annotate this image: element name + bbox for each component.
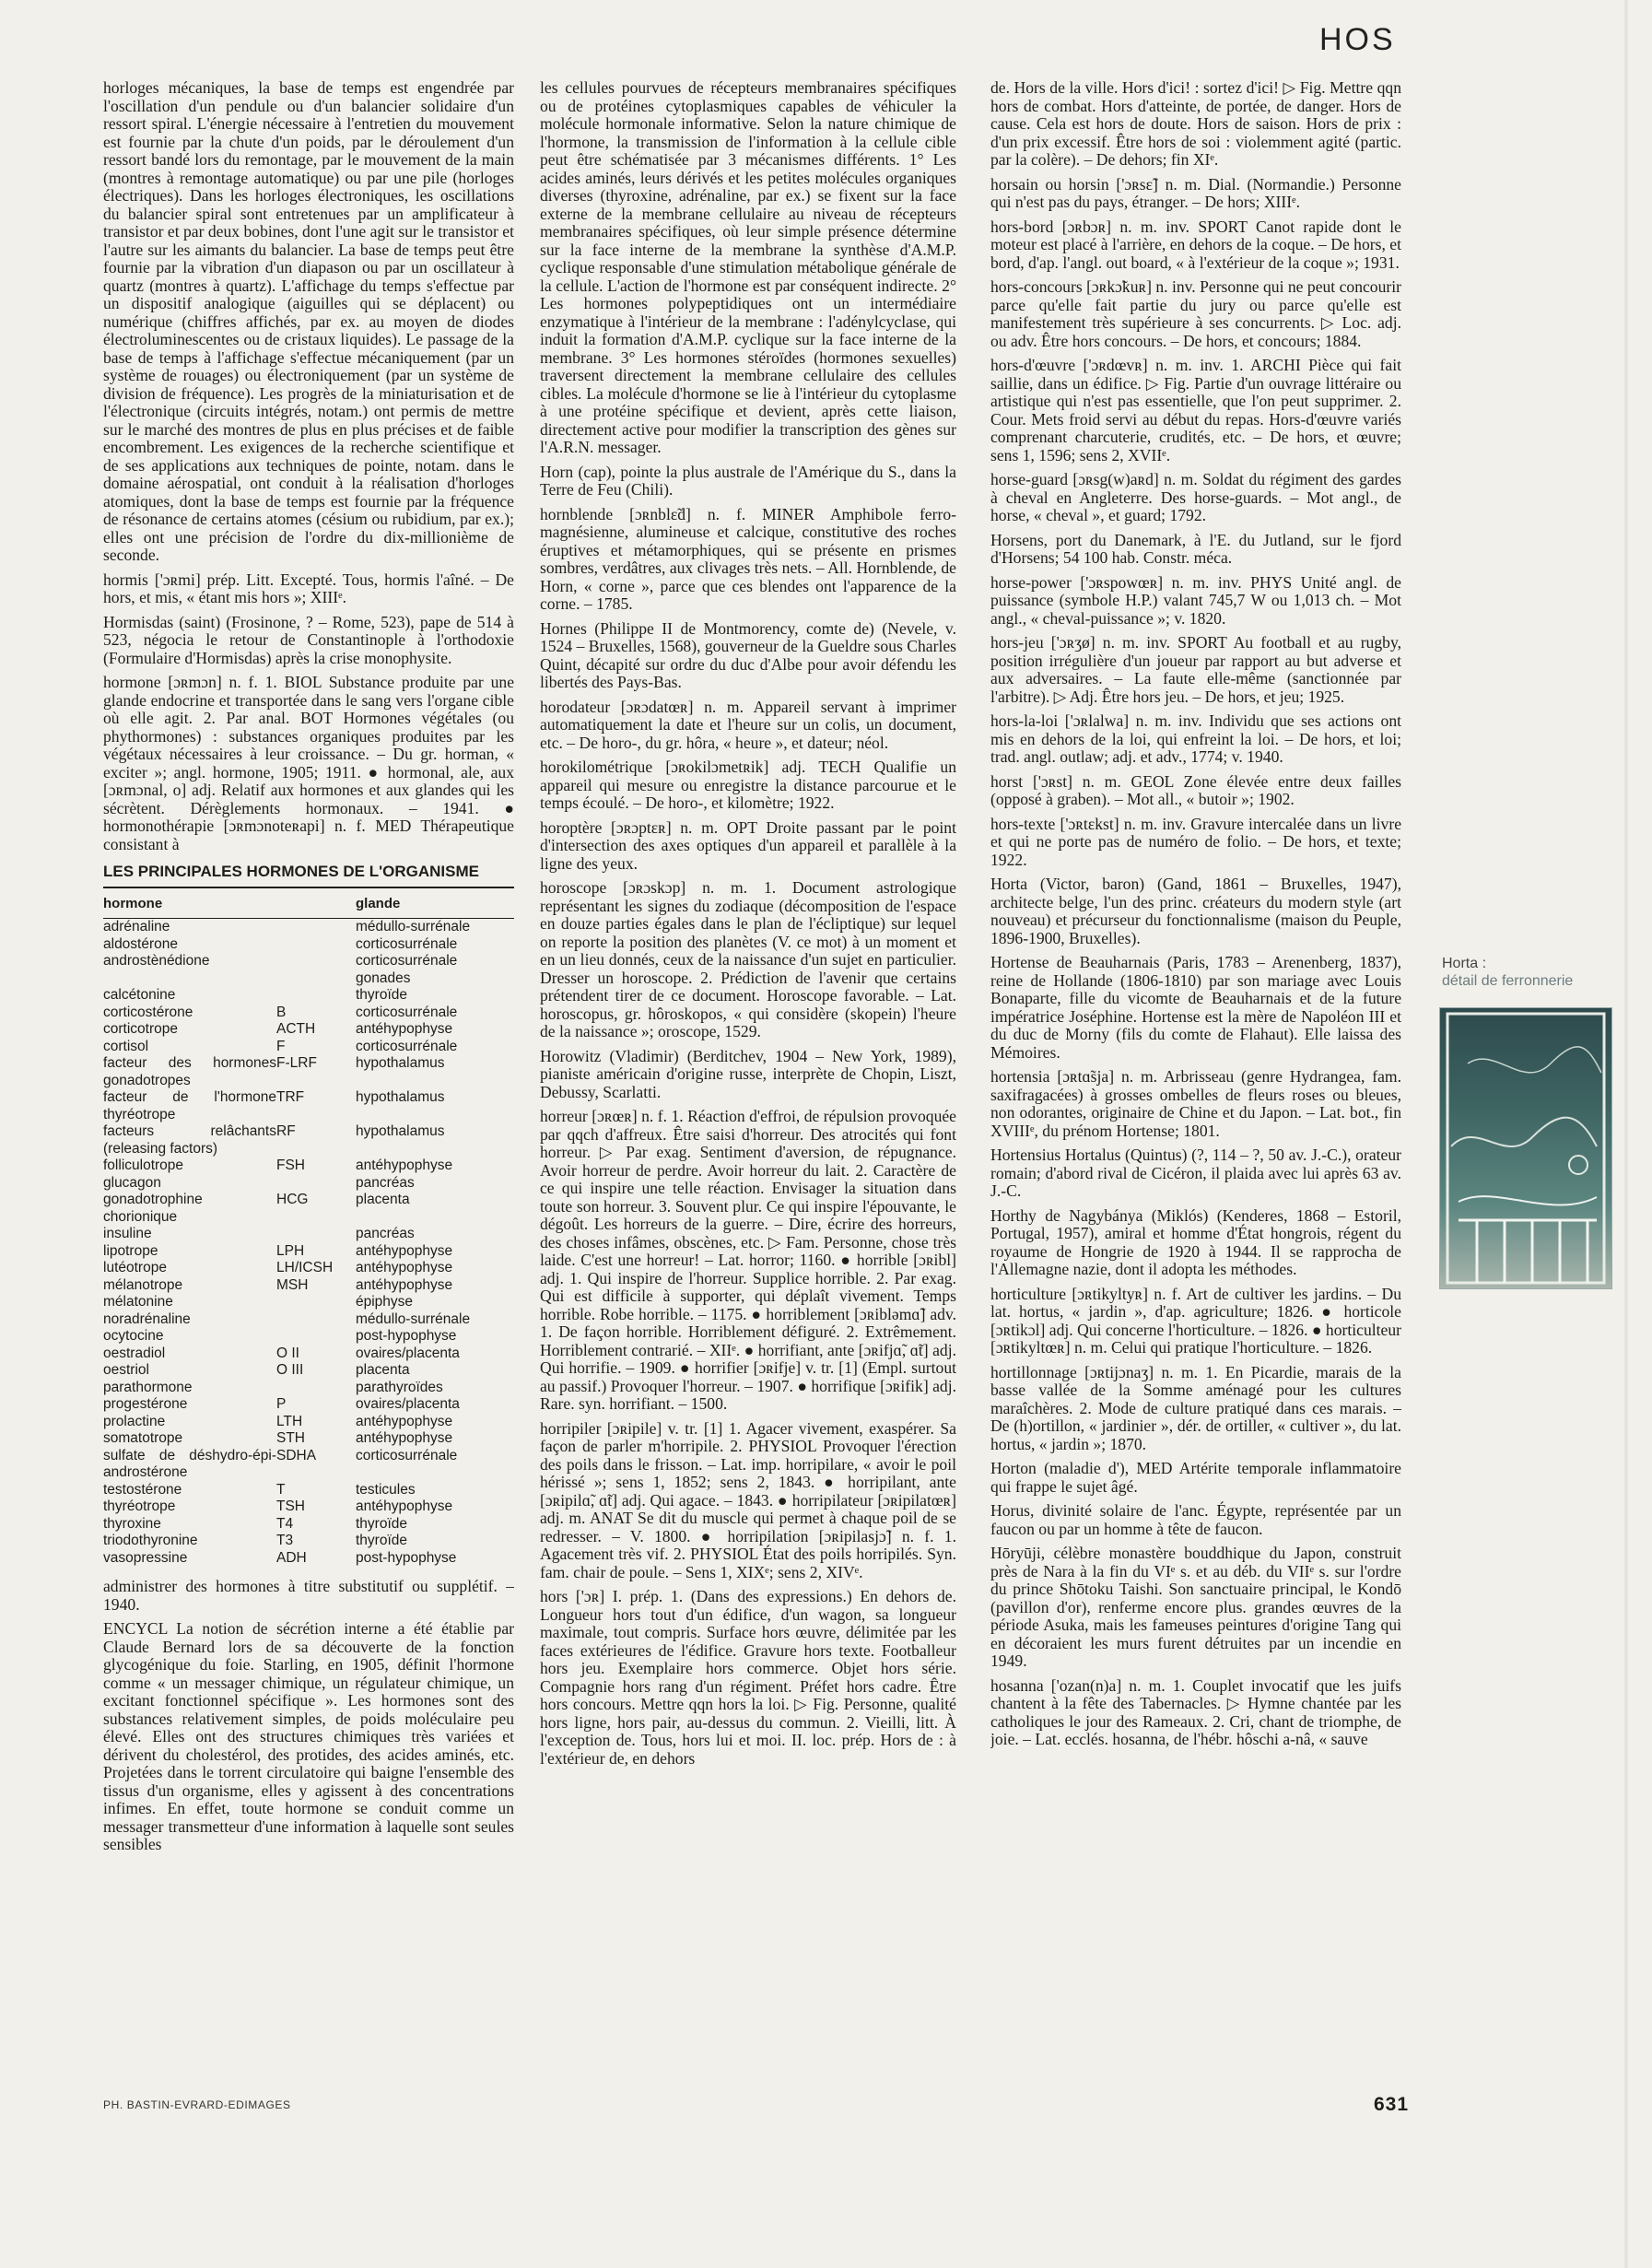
hormone-cell: vasopressine — [103, 1549, 188, 1566]
table-row — [103, 1021, 514, 1039]
table-row — [103, 1243, 514, 1261]
abbrev-cell — [276, 1311, 356, 1329]
entry-hortensia: hortensia [ɔʀtɑ̃sja] n. m. Arbrisseau (genre Hydrangea, fam. saxifragacées) à grosses ombelles de fleurs roses ou bleues, non odorantes, originaire de Chine et du Japon. – Lat. bot., fin XVIIIᵉ, du prénom Hortense; 1801. — [990, 1067, 1401, 1140]
glande-cell: épiphyse — [356, 1294, 414, 1310]
hormone-cell: testostérone — [103, 1481, 182, 1498]
hormone-cell: oestradiol — [103, 1345, 166, 1361]
entry-horoscope: horoscope [ɔʀɔskɔp] n. m. 1. Document astrologique représentant les signes du zodiaque (décomposition de l'espace en douze parties égales dans le plan de l'écliptique) sur lequel on reporte la position des planètes (V. ce mot) à un moment et en un lieu donnés, ceux de la naissance d'un sujet en particulier. Dresser un horoscope. 2. Prédiction de l'avenir que certains prétendent tirer de ce document. Horoscope favorable. – Lat. horoscopus, gr. hôroskopos, « qui considère (skopein) l'heure de la naissance »; oroscope, 1529. — [540, 878, 956, 1040]
ironwork-photo — [1439, 1007, 1612, 1289]
abbrev-cell: F-LRF — [276, 1055, 317, 1071]
figure-caption — [1442, 955, 1626, 990]
hormone-cell: thyroxine — [103, 1515, 161, 1532]
abbrev-cell: SDHA — [276, 1447, 317, 1463]
abbrev-cell: HCG — [276, 1192, 309, 1207]
glande-cell: antéhypophyse — [356, 1021, 453, 1037]
abbrev-cell — [276, 1380, 356, 1397]
ironwork-illustration — [1440, 1008, 1611, 1288]
abbrev-cell: T — [276, 1481, 286, 1498]
glande-cell: médullo-surrénale — [356, 1310, 471, 1327]
glande-cell: corticosurrénale — [356, 1004, 458, 1020]
entry-paragraph: horloges mécaniques, la base de temps est engendrée par l'oscillation d'un pendule ou d'un balancier solidaire d'un ressort spiral. L'énergie nécessaire à l'entretien du mouvement est fournie par la chute d'un poids, par le déroulement d'un ressort bandé lors du remontage, par le mouvement de la main (montres à remontage automatique) ou par une pile (horloges électriques). Dans les horloges électroniques, les oscillations du balancier spiral sont entretenues par un amplificateur à transistor et par deux bobines, dont l'une agit sur le transistor et l'autre sur les aimants du balancier. La base de temps peut être fournie par la vibration d'un diapason ou par un oscillateur à quartz (montres à quartz). L'affichage du temps s'effectue par un dispositif analogique (aiguilles qui se déplacent) ou numérique (chiffres affichés, par ex. au moyen de diodes électroluminescentes ou de cristaux liquides). Le passage de la base de temps à l'affichage s'effectue mécaniquement (par un système de rouages) ou électroniquement (par un système de division de fréquence). Les progrès de la miniaturisation et de l'électronique (circuits intégrés, notam.) ont permis de mettre sur le marché des montres de plus en plus précises et de faible encombrement. Les exigences de la recherche scientifique et de ses applications aux techniques de pointe, notam. dans le domaine aérospatial, ont conduit à la réalisation d'horloges atomiques, dont la base de temps est fournie par la fréquence de résonance de certains atomes (césium ou rubidium, par ex.); elles ont une précision de l'ordre du dix-millionième de seconde. — [103, 79, 514, 564]
table-row — [103, 936, 514, 954]
glande-cell: corticosurrénale — [356, 1447, 458, 1463]
hormone-cell: mélatonine — [103, 1294, 173, 1310]
table-row — [103, 1448, 514, 1482]
table-row — [103, 1328, 514, 1346]
table-row — [103, 1311, 514, 1329]
hormone-cell: noradrénaline — [103, 1310, 191, 1327]
hormone-cell: lipotrope — [103, 1242, 158, 1259]
abbrev-cell: STH — [276, 1430, 305, 1446]
hormone-cell: glucagon — [103, 1174, 161, 1191]
table-row — [103, 1277, 514, 1295]
table-row — [103, 1294, 514, 1311]
entry-hors-texte: hors-texte ['ɔʀtɛkst] n. m. inv. Gravure intercalée dans un livre et qui ne porte pas de numéro de folio. – De hors, et texte; 1922. — [990, 814, 1401, 869]
entry-horn: Horn (cap), pointe la plus australe de l'Amérique du S., dans la Terre de Feu (Chili). — [540, 462, 956, 499]
glande-cell: ovaires/placenta — [356, 1396, 460, 1412]
hormone-cell: androstènédione — [103, 953, 210, 969]
table-row — [103, 987, 514, 1005]
glande-cell: médullo-surrénale — [356, 919, 471, 934]
glande-cell: antéhypophyse — [356, 1413, 453, 1429]
abbrev-cell — [276, 919, 356, 936]
glande-cell: antéhypophyse — [356, 1242, 453, 1259]
entry-horyuji: Hōryūji, célèbre monastère bouddhique du Japon, construit près de Nara à la fin du VIᵉ s. et au déb. du VIIᵉ s. sur l'ordre du prince Shōtoku Taishi. Son sanctuaire principal, le Kondō (pavillon d'or), renferme encore plus. grandes œuvres de la période Asuka, mais les fameuses peintures d'origine Tang qui en décoraient les murs furent détruites par un incendie en 1949. — [990, 1544, 1401, 1670]
abbrev-cell: LPH — [276, 1242, 305, 1259]
entry-horta: Horta (Victor, baron) (Gand, 1861 – Bruxelles, 1947), architecte belge, l'un des princ. créateurs du modern style (art nouveau) et précurseur du fonctionnalisme (maison du Peuple, 1896-1900, Bruxelles). — [990, 875, 1401, 947]
entry-hormis: hormis ['ɔʀmi] prép. Litt. Excepté. Tous, hormis l'aîné. – De hors, et mis, « étant mis hors »; XIIIᵉ. — [103, 570, 514, 606]
table-row — [103, 1498, 514, 1516]
entry-horst: horst ['ɔʀst] n. m. GEOL Zone élevée entre deux failles (opposé à graben). – Mot all., « butoir »; 1902. — [990, 771, 1401, 808]
table-row — [103, 919, 514, 936]
table-row — [103, 1516, 514, 1534]
abbrev-cell: FSH — [276, 1158, 305, 1173]
entry-hors-continued: de. Hors de la ville. Hors d'ici! : sortez d'ici! ▷ Fig. Mettre qqn hors de combat. Hors d'atteinte, de portée, de danger. Hors de cause. Cela est hors de doute. Hors de saison. Hors de prix : d'un prix excessif. Être hors de soi : violemment agité (partic. par la colère). – De dehors; fin XIᵉ. — [990, 79, 1401, 169]
hormone-table-header-row — [103, 892, 514, 919]
glande-cell: corticosurrénale — [356, 1038, 458, 1054]
entry-hornblende: hornblende [ɔʀnblɛ̃d] n. f. MINER Amphibole ferro-magnésienne, alumineuse et calcique, constitutive des roches éruptives et métamorphiques, qui se présente en prismes sombres, verdâtres, aux clivages très nets. – All. Hornblende, de Horn, « corne », parce que ces blendes ont l'apparence de la corne. – 1785. — [540, 504, 956, 613]
table-row — [103, 1346, 514, 1363]
glande-cell: thyroïde — [356, 987, 408, 1003]
header-glande: glande — [356, 892, 514, 919]
abbrev-cell: TRF — [276, 1089, 305, 1105]
entry-horoptere: horoptère [ɔʀɔptɛʀ] n. m. OPT Droite passant par le point d'intersection des axes optiques d'un appareil et parallèle à la ligne des yeux. — [540, 817, 956, 873]
abbrev-cell: P — [276, 1396, 287, 1412]
glande-cell: antéhypophyse — [356, 1276, 453, 1293]
abbrev-cell — [276, 953, 356, 987]
table-row — [103, 1005, 514, 1022]
table-row — [103, 953, 514, 987]
glande-cell: pancréas — [356, 1174, 415, 1191]
hormone-cell: facteur des hormones gonadotropes — [103, 1055, 276, 1088]
glande-cell: corticosurrénale gonades — [356, 953, 458, 986]
entry-hors-la-loi: hors-la-loi ['ɔʀlalwa] n. m. inv. Individu que ses actions ont mis en dehors de la loi, qui enfreint la loi. – De hors, et loi; trad. angl. outlaw; adj. et adv., 1774; v. 1940. — [990, 711, 1401, 766]
glande-cell: post-hypophyse — [356, 1549, 457, 1566]
entry-hors-bord: hors-bord [ɔʀbɔʀ] n. m. inv. SPORT Canot rapide dont le moteur est placé à l'arrière, en dehors de la coque. – De hors, et bord, d'ap. l'angl. out board, « à l'extérieur de la coque »; 1931. — [990, 217, 1401, 272]
glande-cell: hypothalamus — [356, 1123, 445, 1139]
table-row — [103, 1192, 514, 1226]
abbrev-cell: LTH — [276, 1413, 303, 1429]
hormone-cell: insuline — [103, 1226, 152, 1241]
hormone-cell: thyréotrope — [103, 1498, 176, 1514]
table-row — [103, 1380, 514, 1397]
glande-cell: ovaires/placenta — [356, 1345, 460, 1361]
glande-cell: testicules — [356, 1481, 416, 1498]
hormone-cell: prolactine — [103, 1413, 166, 1429]
table-row — [103, 1414, 514, 1431]
entry-hors: hors ['ɔʀ] I. prép. 1. (Dans des expressions.) En dehors de. Longueur hors tout d'un édifice, d'un wagon, sa longueur maximale, tout compris. Surface hors œuvre, délimitée par les faces extérieures de l'édifice. Gravure hors texte. Footballeur hors jeu. Exemplaire hors commerce. Objet hors série. Compagnie hors rang d'un régiment. Préfet hors cadre. Être hors concours. Mettre qqn hors la loi. ▷ Fig. Personne, qualité hors ligne, hors pair, au-dessus du commun. 2. Vieilli, litt. À l'exception de. Tous, hors lui et moi. II. loc. prép. Hors de : à l'extérieur de, en dehors — [540, 1587, 956, 1768]
entry-hosanna: hosanna ['ozan(n)a] n. m. 1. Couplet invocatif que les juifs chantent à la fête des Tabernacles. ▷ Hymne chantée par les catholiques le jour des Rameaux. 2. Cri, chant de triomphe, de joie. – Lat. ecclés. hosanna, de l'hébr. hôschi a-nâ, « sauve — [990, 1675, 1401, 1748]
glande-cell: placenta — [356, 1192, 410, 1207]
hormone-cell: cortisol — [103, 1038, 149, 1054]
entry-horodateur: horodateur [ɔʀɔdatœʀ] n. m. Appareil servant à imprimer automatiquement la date et l'heure sur un colis, un document, etc. – De horo-, du gr. hôra, « heure », et dateur; néol. — [540, 697, 956, 752]
abbrev-cell — [276, 987, 356, 1005]
table-row — [103, 1550, 514, 1568]
entry-hortensius: Hortensius Hortalus (Quintus) (?, 114 – ?, 50 av. J.-C.), orateur romain; d'abord rival de Cicéron, il plaida avec lui après 63 av. J.-C. — [990, 1146, 1401, 1200]
column-3 — [990, 79, 1401, 2079]
table-row — [103, 1260, 514, 1277]
glande-cell: placenta — [356, 1362, 410, 1378]
abbrev-cell: B — [276, 1004, 287, 1020]
hormone-cell: facteur de l'hormone thyréotrope — [103, 1089, 276, 1122]
entry-hors-concours: hors-concours [ɔʀkɔ̃kuʀ] n. inv. Personne qui ne peut concourir parce qu'elle fait partie du jury ou parce qu'elle est manifestement très supérieure à ses concurrents. ▷ Loc. adj. ou adv. Être hors concours. – De hors, et concours; 1884. — [990, 277, 1401, 350]
abbrev-cell — [276, 936, 356, 954]
abbrev-cell: O II — [276, 1345, 299, 1361]
hormone-cell: mélanotrope — [103, 1276, 183, 1293]
header-hormone: hormone — [103, 892, 276, 919]
entry-hortillonnage: hortillonnage [ɔʀtijɔnaʒ] n. m. 1. En Picardie, marais de la basse vallée de la Somme aménagé pour les cultures maraîchères. 2. Mode de culture pratiqué dans ces marais. – De (h)ortillon, « jardinier », dér. de ortiller, « cultiver », du lat. hortus, « jardin »; 1870. — [990, 1362, 1401, 1453]
hormone-cell: folliculotrope — [103, 1158, 184, 1173]
hormone-cell: corticotrope — [103, 1021, 178, 1037]
abbrev-cell — [276, 1328, 356, 1346]
abbrev-cell: T3 — [276, 1533, 294, 1548]
table-row — [103, 1055, 514, 1089]
entry-hormisdas: Hormisdas (saint) (Frosinone, ? – Rome, 523), pape de 514 à 523, négocia le retour de Constantinople à l'orthodoxie (Formulaire d'Hormisdas) après la crise monophysite. — [103, 612, 514, 667]
abbrev-cell: F — [276, 1038, 286, 1054]
table-row — [103, 1123, 514, 1158]
glande-cell: hypothalamus — [356, 1055, 445, 1071]
abbrev-cell: ADH — [276, 1549, 307, 1566]
abbrev-cell: MSH — [276, 1276, 309, 1293]
glande-cell: corticosurrénale — [356, 935, 458, 952]
hormone-cell: corticostérone — [103, 1004, 193, 1020]
glande-cell: parathyroïdes — [356, 1379, 443, 1395]
entry-horreur: horreur [ɔʀœʀ] n. f. 1. Réaction d'effroi, de répulsion provoquée par qqch d'affreux. Être saisi d'horreur. Des atrocités qui font horreur. ▷ Par exag. Sentiment d'aversion, de répugnance. Avoir horreur de perdre. Avoir horreur du lait. 2. Caractère de ce qui inspire une telle réaction. Envisager la situation dans toute son horreur. 3. Souvent plur. Ce qui inspire l'épouvante, le dégoût. Les horreurs de la guerre. – Dire, écrire des horreurs, des choses infâmes, obscènes, etc. ▷ Fam. Personne, chose très laide. C'est une horreur! – Lat. horror; 1160. ● horrible [ɔʀibl] adj. 1. Qui inspire de l'horreur. Supplice horrible. 2. Par exag. Qui est difficile à supporter, qui déplaît vivement. Temps horrible. Robe horrible. – 1175. ● horriblement [ɔʀibləmɑ̃] adv. 1. De façon horrible. Horriblement défiguré. 2. Extrêmement. Horriblement contrarié. – XIIᵉ. ● horrifiant, ante [ɔʀifjɑ̃, ɑ̃t] adj. Qui horrifie. – 1909. ● horrifier [ɔʀifje] v. tr. [1] (Empl. surtout au passif.) Provoquer l'horreur. – 1907. ● horrifique [ɔʀifik] adj. Rare. syn. horrifiant. – 1500. — [540, 1107, 956, 1413]
table-row — [103, 1089, 514, 1123]
glande-cell: pancréas — [356, 1226, 415, 1241]
entry-hornes: Hornes (Philippe II de Montmorency, comte de) (Nevele, v. 1524 – Bruxelles, 1568), gouverneur de la Gueldre sous Charles Quint, décapité sur ordre du duc d'Albe pour avoir défendu les libertés des Pays-Bas. — [540, 618, 956, 691]
entry-horticulture: horticulture [ɔʀtikyltyʀ] n. f. Art de cultiver les jardins. – Du lat. hortus, « jardin », d'ap. agriculture; 1826. ● horticole [ɔʀtikɔl] adj. Qui concerne l'horticulture. – 1826. ● horticulteur [ɔʀtikyltœʀ] n. m. Celui qui pratique l'horticulture. – 1826. — [990, 1284, 1401, 1357]
hormone-cell: facteurs relâchants (releasing factors) — [103, 1123, 276, 1157]
entry-horsain: horsain ou horsin ['ɔʀsɛ̃] n. m. Dial. (Normandie.) Personne qui n'est pas du pays, étranger. – De hors; XIIIᵉ. — [990, 174, 1401, 211]
header-abbrev — [276, 892, 356, 919]
table-row — [103, 1533, 514, 1550]
table-row — [103, 1175, 514, 1193]
hormone-cell: adrénaline — [103, 919, 170, 934]
abbrev-cell: O III — [276, 1362, 304, 1378]
entry-horse-guard: horse-guard [ɔʀsg(w)aʀd] n. m. Soldat du régiment des gardes à cheval en Angleterre. Des horse-guards. – Mot angl., de horse, « cheval », et guard; 1792. — [990, 470, 1401, 524]
table-row — [103, 1362, 514, 1380]
hormone-cell: parathormone — [103, 1379, 193, 1395]
glande-cell: antéhypophyse — [356, 1430, 453, 1446]
table-row — [103, 1396, 514, 1414]
abbrev-cell: LH/ICSH — [276, 1260, 334, 1275]
page-edge-shadow — [1624, 0, 1628, 2268]
hormone-cell: triodothyronine — [103, 1533, 198, 1548]
entry-horsens: Horsens, port du Danemark, à l'E. du Jutland, sur le fjord d'Horsens; 54 100 hab. Constr. méca. — [990, 530, 1401, 567]
abbrev-cell: ACTH — [276, 1021, 316, 1037]
hormone-table-body — [103, 919, 514, 1568]
abbrev-cell — [276, 1226, 356, 1243]
entry-horripiler: horripiler [ɔʀipile] v. tr. [1] 1. Agacer vivement, exaspérer. Sa façon de parler m'horripile. 2. PHYSIOL Provoquer l'érection des poils dans le frisson. – Lat. imp. horripilare, « avoir le poil hérissé »; sens 1, 1852; sens 2, 1843. ● horripilant, ante [ɔʀipilɑ̃, ɑ̃t] adj. Qui agace. – 1843. ● horripilateur [ɔʀipilatœʀ] adj. m. ANAT Se dit du muscle qui permet à chaque poil de se redresser. – V. 1800. ● horripilation [ɔʀipilasjɔ̃] n. f. 1. Agacement très vif. 2. PHYSIOL État des poils horripilés. Syn. fam. chair de poule. – Sens 1, XIXᵉ; sens 2, XIVᵉ. — [540, 1418, 956, 1581]
entry-hormone: hormone [ɔʀmɔn] n. f. 1. BIOL Substance produite par une glande endocrine et transportée dans le sang vers l'organe cible où elle agit. 2. Par anal. BOT Hormones végétales (ou phythormones) : substances organiques produites par les végétaux nécessaires à leur croissance. – Du gr. horman, « exciter »; angl. hormone, 1905; 1911. ● hormonal, ale, aux [ɔʀmɔnal, o] adj. Relatif aux hormones et aux glandes qui les sécrètent. Dérèglements hormonaux. – 1941. ● hormonothérapie [ɔʀmɔnoteʀapi] n. f. MED Thérapeutique consistant à — [103, 673, 514, 853]
hormone-cell: oestriol — [103, 1362, 149, 1378]
glande-cell: hypothalamus — [356, 1089, 445, 1105]
glande-cell: antéhypophyse — [356, 1260, 453, 1275]
entry-horowitz: Horowitz (Vladimir) (Berditchev, 1904 – New York, 1989), pianiste américain d'origine russe, interprète de Chopin, Liszt, Debussy, Scarlatti. — [540, 1046, 956, 1101]
glande-cell: antéhypophyse — [356, 1158, 453, 1173]
hormone-table-block — [103, 863, 514, 1567]
column-2 — [540, 79, 956, 2079]
hormone-table-title: LES PRINCIPALES HORMONES DE L'ORGANISME — [103, 863, 514, 888]
glande-cell: thyroïde — [356, 1515, 408, 1532]
hormone-cell: calcétonine — [103, 987, 176, 1003]
abbrev-cell: RF — [276, 1123, 296, 1139]
encyclopedia-note: ENCYCL La notion de sécrétion interne a été établie par Claude Bernard lors de sa découverte de la fonction glycogénique du foie. Starling, en 1905, définit l'hormone comme « un messager chimique, un régulateur chimique, un excitant fonctionnel spécifique ». Les hormones sont des substances relativement simples, de poids moléculaire peu élevé. Elles ont des structures chimiques très variées et dérivent du cholestérol, des protides, des acides aminés, etc. Projetées dans le torrent circulatoire qui baigne l'ensemble des tissus d'un organisme, elles y agissent à des concentrations infimes. En effet, toute hormone se conduit comme un messager transmetteur d'une information à laquelle sont seules sensibles — [103, 1619, 514, 1853]
glande-cell: thyroïde — [356, 1533, 408, 1548]
abbrev-cell — [276, 1294, 356, 1311]
table-row — [103, 1039, 514, 1056]
entry-horton: Horton (maladie d'), MED Artérite temporale inflammatoire qui frappe le sujet âgé. — [990, 1459, 1401, 1496]
entry-hormone-note-continued: les cellules pourvues de récepteurs membranaires spécifiques ou de protéines cytoplasmiques capables de véhiculer la molécule hormonale informative. Selon la nature chimique de l'hormone, la transmission de l'information à la cellule cible peut être schématisée par 3 mécanismes différents. 1° Les acides aminés, leurs dérivés et les petites molécules organiques diverses (thyroxine, adrénaline, par ex.) se fixent sur la face externe de la membrane cellulaire au niveau de récepteurs membranaires spécifiques, où leur simple présence détermine sur la face interne de la membrane la synthèse d'A.M.P. cyclique responsable d'une stimulation métabolique générale de la cellule. L'action de l'hormone est par conséquent indirecte. 2° Les hormones polypeptidiques ont un intermédiaire enzymatique à l'intérieur de la membrane : l'adénylcyclase, qui induit la formation d'A.M.P. cyclique sur la face interne de la membrane. 3° Les hormones stéroïdes (hormones sexuelles) traversent directement la membrane cellulaire des cellules cibles. La molécule d'hormone se lie à l'intérieur du cytoplasme à une protéine spécifique et devient, après cette liaison, directement active pour modifier la transcription des gènes sur l'A.R.N. messager. — [540, 79, 956, 456]
hormone-cell: progestérone — [103, 1396, 188, 1412]
table-row — [103, 1226, 514, 1243]
hormone-cell: gonadotrophine chorionique — [103, 1192, 203, 1225]
hormone-cell: lutéotrope — [103, 1260, 167, 1275]
glande-cell: antéhypophyse — [356, 1498, 453, 1514]
entry-hortense: Hortense de Beauharnais (Paris, 1783 – Arenenberg, 1837), reine de Hollande (1806-1810) par son mariage avec Louis Bonaparte, fille du vicomte de Beauharnais et de la future impératrice Joséphine. Hortense est la mère de Napoléon III et du duc de Morny (fils du comte de Flahaut). Elle laissa des Mémoires. — [990, 953, 1401, 1062]
table-row — [103, 1158, 514, 1175]
running-head: HOS — [1319, 22, 1396, 57]
page-number: 631 — [1374, 2094, 1410, 2115]
hormone-cell: aldostérone — [103, 935, 179, 952]
figure-caption-title: Horta : — [1442, 956, 1487, 971]
abbrev-cell: T4 — [276, 1515, 294, 1532]
entry-horus: Horus, divinité solaire de l'anc. Égypte, représentée par un faucon ou par un homme à tête de faucon. — [990, 1501, 1401, 1538]
entry-horokilometrique: horokilométrique [ɔʀokilɔmetʀik] adj. TECH Qualifie un appareil qui mesure ou enregistre la distance parcourue et le temps écoulé. – De horo-, et kilomètre; 1922. — [540, 758, 956, 812]
figure-caption-subtitle: détail de ferronnerie — [1442, 973, 1574, 989]
table-row — [103, 1482, 514, 1499]
hormone-cell: sulfate de déshydro-épi-androstérone — [103, 1447, 276, 1480]
entry-hors-jeu: hors-jeu ['ɔʀʒø] n. m. inv. SPORT Au football et au rugby, position irrégulière d'un joueur par rapport au but adverse et aux adversaires. – La faute elle-même (sanctionnée par l'arbitre). ▷ Adj. Être hors jeu. – De hors, et jeu; 1925. — [990, 633, 1401, 706]
hormone-table — [103, 892, 514, 1568]
hormone-cell: somatotrope — [103, 1430, 183, 1446]
entry-hormone-continued: administrer des hormones à titre substitutif ou supplétif. – 1940. — [103, 1577, 514, 1614]
hormone-cell: ocytocine — [103, 1328, 164, 1344]
photo-credit: PH. BASTIN-EVRARD-EDIMAGES — [103, 2098, 291, 2111]
entry-hors-doeuvre: hors-d'œuvre ['ɔʀdœvʀ] n. m. inv. 1. ARCHI Pièce qui fait saillie, dans un édifice. ▷ Fig. Partie d'un ouvrage littéraire ou artistique qui n'est pas essentielle, que l'on peut supprimer. 2. Cour. Mets froid servi au début du repas. Hors-d'œuvre variés comprenant charcuterie, crudités, etc. – De hors, et œuvre; sens 1, 1596; sens 2, XVIIᵉ. — [990, 356, 1401, 464]
entry-horse-power: horse-power ['ɔʀspowœʀ] n. m. inv. PHYS Unité angl. de puissance (symbole H.P.) valant 745,7 W ou 1,013 ch. – Mot angl., « cheval-puissance »; v. 1820. — [990, 572, 1401, 628]
abbrev-cell: TSH — [276, 1498, 305, 1514]
table-row — [103, 1430, 514, 1448]
entry-horthy: Horthy de Nagybánya (Miklós) (Kenderes, 1868 – Estoril, Portugal, 1957), amiral et homme d'État hongrois, régent du royaume de Hongrie de 1920 à 1944. Il se rapprocha de l'Allemagne nazie, dont il adopta les méthodes. — [990, 1205, 1401, 1278]
abbrev-cell — [276, 1175, 356, 1193]
glande-cell: post-hypophyse — [356, 1328, 457, 1344]
column-1 — [103, 79, 514, 2079]
